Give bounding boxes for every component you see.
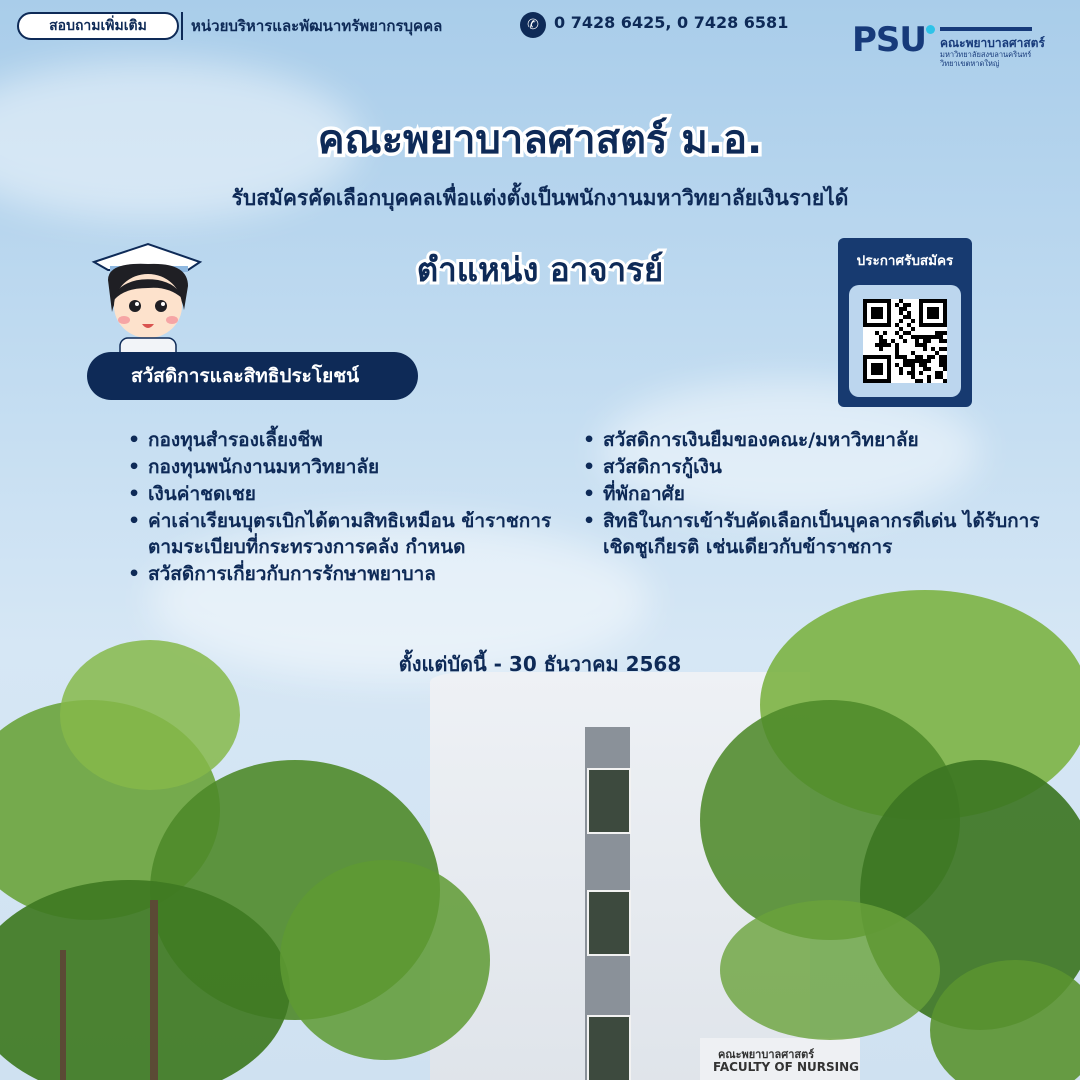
contact-more-info-label: สอบถามเพิ่มเติม xyxy=(17,12,179,40)
psu-logo-mark: PSU xyxy=(852,20,927,60)
benefit-item: • สวัสดิการเงินยืมของคณะ/มหาวิทยาลัย xyxy=(583,429,919,451)
faculty-title: คณะพยาบาลศาสตร์ ม.อ. xyxy=(317,117,763,163)
header-divider xyxy=(181,12,183,40)
benefit-item: • ค่าเล่าเรียนบุตรเบิกได้ตามสิทธิเหมือน ข้าราชการตามระเบียบที่กระทรวงการคลัง กำหนด xyxy=(128,510,552,558)
bullet-icon: • xyxy=(583,483,596,505)
benefit-item: • เงินค่าชดเชย xyxy=(128,483,256,505)
building-sign-english: FACULTY OF NURSING xyxy=(713,1060,859,1074)
benefit-item: • กองทุนพนักงานมหาวิทยาลัย xyxy=(128,456,380,478)
phone-icon: ✆ xyxy=(520,12,546,38)
bullet-icon: • xyxy=(128,510,141,532)
benefit-item: • สวัสดิการกู้เงิน xyxy=(583,456,722,478)
bullet-icon: • xyxy=(128,563,141,585)
position-title: ตำแหน่ง อาจารย์ xyxy=(416,250,664,289)
bullet-icon: • xyxy=(583,510,596,532)
benefit-item: • สิทธิในการเข้ารับคัดเลือกเป็นบุคลากรดีเด่น ได้รับการเชิดชูเกียรติ เช่นเดียวกับข้าราชการ xyxy=(583,510,1040,558)
benefit-item: • กองทุนสำรองเลี้ยงชีพ xyxy=(128,429,323,451)
building-sign-thai: คณะพยาบาลศาสตร์ xyxy=(718,1048,815,1061)
nurse-mascot-illustration xyxy=(88,240,208,360)
logo-campus-name: วิทยาเขตหาดใหญ่ xyxy=(940,59,1000,68)
benefit-item: • สวัสดิการเกี่ยวกับการรักษาพยาบาล xyxy=(128,563,436,585)
benefits-list-right xyxy=(583,427,1053,561)
bullet-icon: • xyxy=(128,429,141,451)
bullet-icon: • xyxy=(128,483,141,505)
hr-unit-name: หน่วยบริหารและพัฒนาทรัพยากรบุคคล xyxy=(191,17,443,35)
recruitment-description: รับสมัครคัดเลือกบุคคลเพื่อแต่งตั้งเป็นพนักงานมหาวิทยาลัยเงินรายได้ xyxy=(231,186,849,210)
benefit-item: • ที่พักอาศัย xyxy=(583,483,685,505)
qr-code[interactable] xyxy=(863,299,947,383)
qr-announcement-card[interactable] xyxy=(838,238,972,407)
qr-label: ประกาศรับสมัคร xyxy=(856,253,954,269)
bullet-icon: • xyxy=(583,456,596,478)
bullet-icon: • xyxy=(583,429,596,451)
psu-logo xyxy=(852,20,1052,70)
benefits-list-left xyxy=(128,427,568,588)
phone-numbers: 0 7428 6425, 0 7428 6581 xyxy=(554,13,789,32)
logo-faculty-name: คณะพยาบาลศาสตร์ xyxy=(940,36,1045,50)
application-period: ตั้งแต่บัดนี้ - 30 ธันวาคม 2568 xyxy=(398,652,682,676)
benefits-heading: สวัสดิการและสิทธิประโยชน์ xyxy=(87,352,418,400)
logo-university-name: มหาวิทยาลัยสงขลานครินทร์ xyxy=(940,50,1032,59)
bullet-icon: • xyxy=(128,456,141,478)
